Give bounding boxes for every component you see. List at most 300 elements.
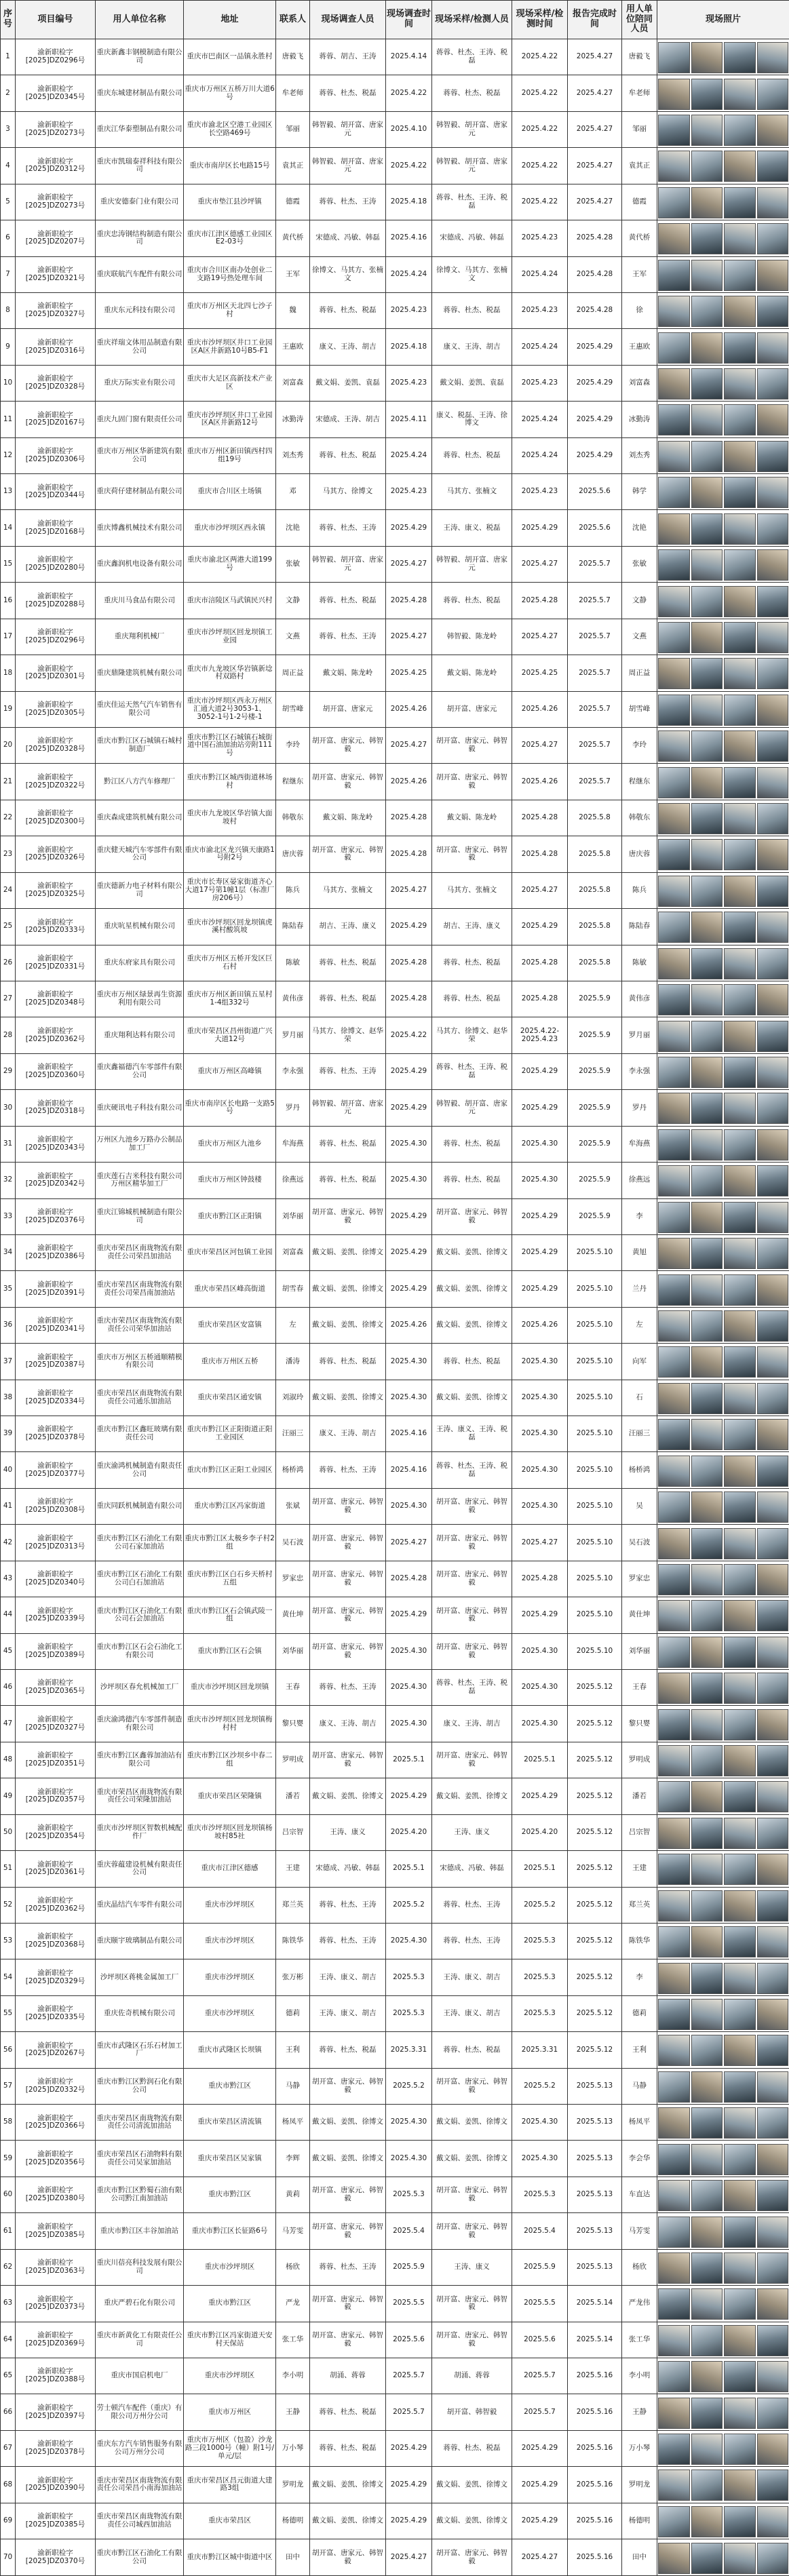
site-photos [657, 292, 789, 328]
sampling-staff: 戴文娟、姜凯、徐博文 [432, 1778, 512, 1814]
contact-person: 沈艳 [276, 510, 310, 546]
project-code: 渝新职检字[2025]DZ0385号 [16, 2503, 96, 2539]
site-photos [657, 1887, 789, 1923]
table-row [1, 872, 789, 908]
contact-person: 邓 [276, 474, 310, 510]
site-photo [724, 1854, 756, 1885]
table-row [1, 800, 789, 836]
site-photo [691, 1709, 723, 1740]
project-code: 渝新职检字[2025]DZ0378号 [16, 2430, 96, 2466]
site-photo [691, 1491, 723, 1523]
survey-date: 2025.4.22 [386, 1017, 432, 1053]
site-photo [658, 1491, 690, 1523]
site-photo [724, 1709, 756, 1740]
site-photo [724, 1673, 756, 1704]
company-name: 重庆荷仔建材制品有限公司 [96, 474, 184, 510]
sampling-staff: 胡开富、唐家元、韩智毅 [432, 728, 512, 764]
site-photo [757, 1202, 789, 1233]
row-index: 50 [1, 1814, 16, 1850]
survey-staff: 戴文娟、姜凯、徐博文 [310, 1234, 386, 1270]
report-date: 2025.4.27 [568, 39, 622, 75]
report-date: 2025.5.13 [568, 2249, 622, 2285]
site-photo [658, 1419, 690, 1450]
site-photo [691, 1637, 723, 1668]
report-date: 2025.5.6 [568, 474, 622, 510]
address: 重庆市黔江区 [184, 2286, 276, 2322]
project-code: 渝新职检字[2025]DZ0342号 [16, 1163, 96, 1198]
project-code: 渝新职检字[2025]DZ0305号 [16, 691, 96, 727]
report-date: 2025.5.10 [568, 1271, 622, 1307]
survey-staff: 康义、王涛、胡吉 [310, 1416, 386, 1452]
sampling-date: 2025.4.30 [512, 1163, 568, 1198]
company-name: 重庆安德泰门业有限公司 [96, 184, 184, 220]
site-photo [658, 1383, 690, 1414]
site-photo [658, 1709, 690, 1740]
table-row [1, 1778, 789, 1814]
sampling-staff: 康义、王涛、胡吉 [432, 1706, 512, 1742]
escort-person: 杨凤平 [622, 2105, 657, 2141]
survey-date: 2025.4.26 [386, 691, 432, 727]
address: 重庆市巴南区一品镇永胜村 [184, 39, 276, 75]
report-date: 2025.4.27 [568, 75, 622, 111]
table-row [1, 2467, 789, 2503]
site-photo [757, 622, 789, 653]
site-photo [757, 876, 789, 907]
report-date: 2025.5.10 [568, 1452, 622, 1488]
sampling-staff: 胡开富、唐家元、韩智毅 [432, 1561, 512, 1597]
address: 重庆市黔江区冯家街道 [184, 1488, 276, 1524]
header-contact: 联系人 [276, 1, 310, 39]
address: 重庆市沙坪坝区井口工业园区A区井新路12号 [184, 402, 276, 437]
row-index: 36 [1, 1307, 16, 1343]
site-photos [657, 1706, 789, 1742]
address: 重庆市万州区高峰镇 [184, 1053, 276, 1089]
header-survey-date: 现场调查时间 [386, 1, 432, 39]
site-photo [691, 1202, 723, 1233]
address: 重庆市大足区高新技术产业区 [184, 365, 276, 401]
header-photos: 现场照片 [657, 1, 789, 39]
site-photo [757, 1673, 789, 1704]
sampling-staff: 戴文娟、姜凯、徐博文 [432, 2503, 512, 2539]
company-name: 重庆渝鸿机械制造有限责任公司 [96, 1452, 184, 1488]
sampling-date: 2025.5.1 [512, 1851, 568, 1887]
project-code: 渝新职检字[2025]DZ0267号 [16, 2032, 96, 2068]
survey-date: 2025.4.26 [386, 1307, 432, 1343]
sampling-date: 2025.4.22 [512, 111, 568, 147]
survey-staff: 胡开富、唐家元、韩智毅 [310, 728, 386, 764]
survey-staff: 戴文娟、姜凯、徐博文 [310, 2105, 386, 2141]
project-code: 渝新职检字[2025]DZ0325号 [16, 872, 96, 908]
site-photos [657, 1307, 789, 1343]
project-code: 渝新职检字[2025]DZ0354号 [16, 1814, 96, 1850]
site-photo [691, 2217, 723, 2248]
header-project-code: 项目编号 [16, 1, 96, 39]
sampling-date: 2025.5.3 [512, 2177, 568, 2212]
survey-date: 2025.4.22 [386, 75, 432, 111]
site-photo [724, 260, 756, 291]
sampling-date: 2025.5.2 [512, 1887, 568, 1923]
sampling-date: 2025.4.22-2025.4.23 [512, 1017, 568, 1053]
site-photo [724, 2144, 756, 2175]
header-surveyors: 现场调查人员 [310, 1, 386, 39]
site-photo [691, 1528, 723, 1559]
project-code: 渝新职检字[2025]DZ0376号 [16, 1198, 96, 1234]
company-name: 重庆市武隆区石乐石材加工厂 [96, 2032, 184, 2068]
row-index: 4 [1, 148, 16, 184]
contact-person: 冰勤涛 [276, 402, 310, 437]
site-photo [658, 1745, 690, 1776]
address: 重庆市沙坪坝区 [184, 1923, 276, 1959]
site-photo [658, 187, 690, 218]
contact-person: 潘涛 [276, 1344, 310, 1380]
report-date: 2025.5.12 [568, 1995, 622, 2031]
site-photos [657, 1814, 789, 1850]
survey-staff: 胡开富、唐家元、韩智毅 [310, 1488, 386, 1524]
report-date: 2025.5.8 [568, 872, 622, 908]
project-code: 渝新职检字[2025]DZ0368号 [16, 1923, 96, 1959]
company-name: 重庆市黔江区石油化工有限公司白石加油站 [96, 1561, 184, 1597]
escort-person: 郑兰英 [622, 1887, 657, 1923]
company-name: 劳士顿汽车配件（重庆）有限公司万州分公司 [96, 2394, 184, 2430]
site-photo [691, 1745, 723, 1776]
survey-date: 2025.4.28 [386, 800, 432, 836]
row-index: 39 [1, 1416, 16, 1452]
address: 重庆市沙坪坝区西永万州区汇通大道2号3053-1、3052-1号1-2号楼-1 [184, 691, 276, 727]
site-photo [724, 1165, 756, 1196]
site-photo [724, 79, 756, 110]
report-date: 2025.5.10 [568, 1525, 622, 1561]
table-row [1, 1814, 789, 1850]
project-code: 渝新职检字[2025]DZ0313号 [16, 1525, 96, 1561]
report-date: 2025.4.29 [568, 402, 622, 437]
sampling-date: 2025.4.27 [512, 2539, 568, 2576]
site-photo [691, 2035, 723, 2066]
address: 重庆市沙坪坝区回龙坝镇 [184, 1669, 276, 1705]
site-photo [691, 695, 723, 726]
site-photo [691, 1963, 723, 1994]
header-address: 地址 [184, 1, 276, 39]
site-photo [757, 2035, 789, 2066]
sampling-date: 2025.4.28 [512, 981, 568, 1017]
report-date: 2025.5.14 [568, 2286, 622, 2322]
survey-staff: 胡涌、蒋蓉 [310, 2358, 386, 2394]
sampling-date: 2025.4.29 [512, 1198, 568, 1234]
escort-person: 文静 [622, 583, 657, 619]
company-name: 重庆市黔江区丰谷加油站 [96, 2213, 184, 2249]
survey-staff: 胡开富、唐家元、韩智毅 [310, 1198, 386, 1234]
contact-person: 德莉 [276, 1995, 310, 2031]
survey-staff: 胡开富、唐家元、韩智毅 [310, 2068, 386, 2104]
site-photo [724, 803, 756, 834]
site-photo [658, 2180, 690, 2211]
contact-person: 韩敬东 [276, 800, 310, 836]
table-row [1, 1959, 789, 1995]
survey-staff: 胡开富、唐家元、韩智毅 [310, 1561, 386, 1597]
survey-date: 2025.4.27 [386, 619, 432, 655]
address: 重庆市沙坪坝区 [184, 2358, 276, 2394]
site-photo [691, 2144, 723, 2175]
site-photo [724, 223, 756, 254]
row-index: 41 [1, 1488, 16, 1524]
site-photos [657, 619, 789, 655]
survey-date: 2025.4.29 [386, 1778, 432, 1814]
row-index: 66 [1, 2394, 16, 2430]
contact-person: 陈敏 [276, 945, 310, 981]
row-index: 30 [1, 1090, 16, 1126]
table-row [1, 909, 789, 945]
site-photo [757, 1021, 789, 1052]
report-date: 2025.5.8 [568, 836, 622, 872]
survey-staff: 蒋蓉、杜杰、王涛 [310, 1669, 386, 1705]
row-index: 9 [1, 329, 16, 365]
site-photos [657, 1053, 789, 1089]
sampling-date: 2025.4.29 [512, 2467, 568, 2503]
survey-date: 2025.4.29 [386, 1053, 432, 1089]
contact-person: 杨德明 [276, 2503, 310, 2539]
escort-person: 邹丽 [622, 111, 657, 147]
company-name: 重庆市黔江区石城镇石城村制造厂 [96, 728, 184, 764]
sampling-date: 2025.4.29 [512, 1053, 568, 1089]
escort-person: 刘杰秀 [622, 437, 657, 473]
site-photos [657, 2430, 789, 2466]
site-photo [691, 1057, 723, 1088]
site-photos [657, 39, 789, 75]
survey-staff: 康义、王涛、胡吉 [310, 329, 386, 365]
sampling-staff: 马其方、徐博文、赵华荣 [432, 1017, 512, 1053]
site-photo [757, 2217, 789, 2248]
sampling-date: 2025.4.24 [512, 256, 568, 292]
table-row [1, 1706, 789, 1742]
table-row [1, 111, 789, 147]
sampling-staff: 康义、王涛、胡吉 [432, 329, 512, 365]
project-code: 渝新职检字[2025]DZ0365号 [16, 1669, 96, 1705]
project-code: 渝新职检字[2025]DZ0288号 [16, 583, 96, 619]
site-photos [657, 2322, 789, 2358]
survey-date: 2025.4.27 [386, 728, 432, 764]
header-row [1, 1, 789, 39]
site-photos [657, 220, 789, 256]
site-photo [658, 296, 690, 327]
site-photo [757, 1999, 789, 2030]
site-photos [657, 2141, 789, 2177]
address: 重庆市黔江区长征路6号 [184, 2213, 276, 2249]
project-code: 渝新职检字[2025]DZ0345号 [16, 75, 96, 111]
address: 重庆市渝北区空港工业园区长空路469号 [184, 111, 276, 147]
sampling-date: 2025.4.20 [512, 1814, 568, 1850]
project-code: 渝新职检字[2025]DZ0360号 [16, 1053, 96, 1089]
sampling-date: 2025.4.30 [512, 1344, 568, 1380]
sampling-staff: 胡开富、唐家元、韩智毅 [432, 2213, 512, 2249]
survey-date: 2025.4.29 [386, 909, 432, 945]
survey-date: 2025.4.27 [386, 546, 432, 582]
address: 重庆市黔江区白石乡天桥村五组 [184, 1561, 276, 1597]
sampling-date: 2025.5.3 [512, 1959, 568, 1995]
sampling-date: 2025.4.30 [512, 1488, 568, 1524]
escort-person: 李永强 [622, 1053, 657, 1089]
site-photo [757, 1057, 789, 1088]
site-photo [724, 1564, 756, 1595]
survey-staff: 蒋蓉、杜杰、王涛 [310, 619, 386, 655]
report-date: 2025.5.16 [568, 2503, 622, 2539]
site-photo [724, 2434, 756, 2465]
address: 重庆市荣昌区吴家镇 [184, 2141, 276, 2177]
sampling-staff: 宋德成、冯敏、韩磊 [432, 220, 512, 256]
table-row [1, 75, 789, 111]
escort-person: 德霞 [622, 184, 657, 220]
escort-person: 陈陆春 [622, 909, 657, 945]
site-photo [658, 1165, 690, 1196]
sampling-staff: 王涛、康义、王涛、税磊 [432, 1416, 512, 1452]
row-index: 2 [1, 75, 16, 111]
site-photo [658, 1238, 690, 1269]
address: 重庆市垫江县沙坪镇 [184, 184, 276, 220]
survey-date: 2025.4.29 [386, 510, 432, 546]
contact-person: 唐毅飞 [276, 39, 310, 75]
site-photo [724, 1637, 756, 1668]
survey-date: 2025.5.2 [386, 1887, 432, 1923]
project-code: 渝新职检字[2025]DZ0386号 [16, 1234, 96, 1270]
sampling-staff: 胡开富、唐家元、韩智毅 [432, 1198, 512, 1234]
contact-person: 吕宗智 [276, 1814, 310, 1850]
company-name: 重庆德新力电子材料有限公司 [96, 872, 184, 908]
escort-person: 石 [622, 1380, 657, 1416]
company-name: 重庆市荣昌区南珑物流有限责任公司荣隆加油站 [96, 1778, 184, 1814]
site-photo [691, 803, 723, 834]
site-photo [757, 1854, 789, 1885]
company-name: 重庆莲石吉米科技有限公司万州区精华加工厂 [96, 1163, 184, 1198]
project-code: 渝新职检字[2025]DZ0321号 [16, 256, 96, 292]
address: 重庆市黔江区城西街道林场村 [184, 764, 276, 800]
survey-staff: 康义、王涛、胡吉 [310, 1706, 386, 1742]
sampling-date: 2025.4.22 [512, 39, 568, 75]
table-row [1, 1525, 789, 1561]
survey-staff: 蒋蓉、杜杰、税磊 [310, 2394, 386, 2430]
address: 重庆市黔江区正阳工业园区 [184, 1452, 276, 1488]
site-photos [657, 329, 789, 365]
row-index: 64 [1, 2322, 16, 2358]
table-row [1, 1561, 789, 1597]
site-photo [691, 1093, 723, 1124]
contact-person: 邹丽 [276, 111, 310, 147]
site-photos [657, 2286, 789, 2322]
site-photos [657, 1597, 789, 1633]
escort-person: 李小明 [622, 2358, 657, 2394]
survey-date: 2025.4.11 [386, 402, 432, 437]
sampling-staff: 胡开富、唐家元 [432, 691, 512, 727]
sampling-staff: 蒋蓉、杜杰、税磊 [432, 437, 512, 473]
report-date: 2025.5.10 [568, 1344, 622, 1380]
site-photo [757, 151, 789, 182]
row-index: 6 [1, 220, 16, 256]
sampling-staff: 蒋蓉、杜杰、王涛、税磊 [432, 39, 512, 75]
site-photo [724, 2217, 756, 2248]
table-row [1, 1633, 789, 1669]
table-row [1, 2322, 789, 2358]
address: 重庆市万州区新田镇五星村1-4组332号 [184, 981, 276, 1017]
company-name: 重庆市万州区绿景再生资源利用有限公司 [96, 981, 184, 1017]
sampling-staff: 胡开富、唐家元、韩智毅 [432, 836, 512, 872]
sampling-staff: 胡开富、唐家元、韩智毅 [432, 1597, 512, 1633]
survey-staff: 韩智毅、胡开富、唐家元 [310, 1090, 386, 1126]
survey-staff: 蒋蓉、杜杰、税磊 [310, 2032, 386, 2068]
contact-person: 刘华丽 [276, 1198, 310, 1234]
site-photo [757, 404, 789, 435]
report-date: 2025.5.9 [568, 1090, 622, 1126]
site-photo [757, 2325, 789, 2356]
survey-date: 2025.5.7 [386, 2358, 432, 2394]
table-row [1, 1090, 789, 1126]
site-photo [724, 1346, 756, 1378]
sampling-date: 2025.5.2 [512, 2068, 568, 2104]
contact-person: 马芳雯 [276, 2213, 310, 2249]
site-photo [658, 1129, 690, 1160]
table-row [1, 1887, 789, 1923]
sampling-date: 2025.4.22 [512, 148, 568, 184]
table-row [1, 1669, 789, 1705]
company-name: 沙坪坝区蒋桃金属加工厂 [96, 1959, 184, 1995]
row-index: 61 [1, 2213, 16, 2249]
report-date: 2025.5.9 [568, 981, 622, 1017]
address: 重庆市渝北区两港大道199号 [184, 546, 276, 582]
site-photo [658, 1926, 690, 1957]
row-index: 40 [1, 1452, 16, 1488]
site-photo [757, 1637, 789, 1668]
escort-person: 黄伟彦 [622, 981, 657, 1017]
site-photo [691, 1129, 723, 1160]
survey-date: 2025.4.18 [386, 329, 432, 365]
sampling-staff: 马其方、张楠文 [432, 872, 512, 908]
contact-person: 牟老师 [276, 75, 310, 111]
row-index: 22 [1, 800, 16, 836]
sampling-staff: 蒋蓉、杜杰、税磊 [432, 2430, 512, 2466]
site-photo [724, 948, 756, 979]
site-photo [724, 1999, 756, 2030]
site-photo [724, 2325, 756, 2356]
survey-staff: 蒋蓉、杜杰、税磊 [310, 1126, 386, 1162]
site-photo [691, 260, 723, 291]
site-photo [757, 730, 789, 762]
contact-person: 杨桥鸿 [276, 1452, 310, 1488]
sampling-date: 2025.4.29 [512, 1234, 568, 1270]
survey-staff: 宋德成、冯敏、韩磊 [310, 1851, 386, 1887]
table-row [1, 1053, 789, 1089]
sampling-staff: 徐博文、马其方、张楠文 [432, 256, 512, 292]
sampling-date: 2025.4.28 [512, 1561, 568, 1597]
site-photo [658, 912, 690, 943]
report-date: 2025.4.27 [568, 111, 622, 147]
company-name: 重庆东府家具有限公司 [96, 945, 184, 981]
header-escort: 用人单位陪同人员 [622, 1, 657, 39]
header-index: 序号 [1, 1, 16, 39]
site-photos [657, 945, 789, 981]
company-name: 重庆市荣昌区石油物料有限责任公司吴家加油站 [96, 2141, 184, 2177]
row-index: 43 [1, 1561, 16, 1597]
report-date: 2025.5.13 [568, 2068, 622, 2104]
project-code: 渝新职检字[2025]DZ0301号 [16, 655, 96, 691]
sampling-staff: 戴文娟、姜凯、袁磊 [432, 365, 512, 401]
address: 重庆市沙坪坝区回龙坝镇杨坡村85社 [184, 1814, 276, 1850]
site-photo [757, 1600, 789, 1631]
sampling-date: 2025.4.27 [512, 1525, 568, 1561]
company-name: 重庆市沙坪坝区智数机械配件厂 [96, 1814, 184, 1850]
row-index: 32 [1, 1163, 16, 1198]
table-row [1, 1234, 789, 1270]
sampling-date: 2025.4.23 [512, 292, 568, 328]
report-date: 2025.5.12 [568, 1669, 622, 1705]
project-code: 渝新职检字[2025]DZ0331号 [16, 945, 96, 981]
site-photo [691, 948, 723, 979]
report-date: 2025.4.29 [568, 437, 622, 473]
